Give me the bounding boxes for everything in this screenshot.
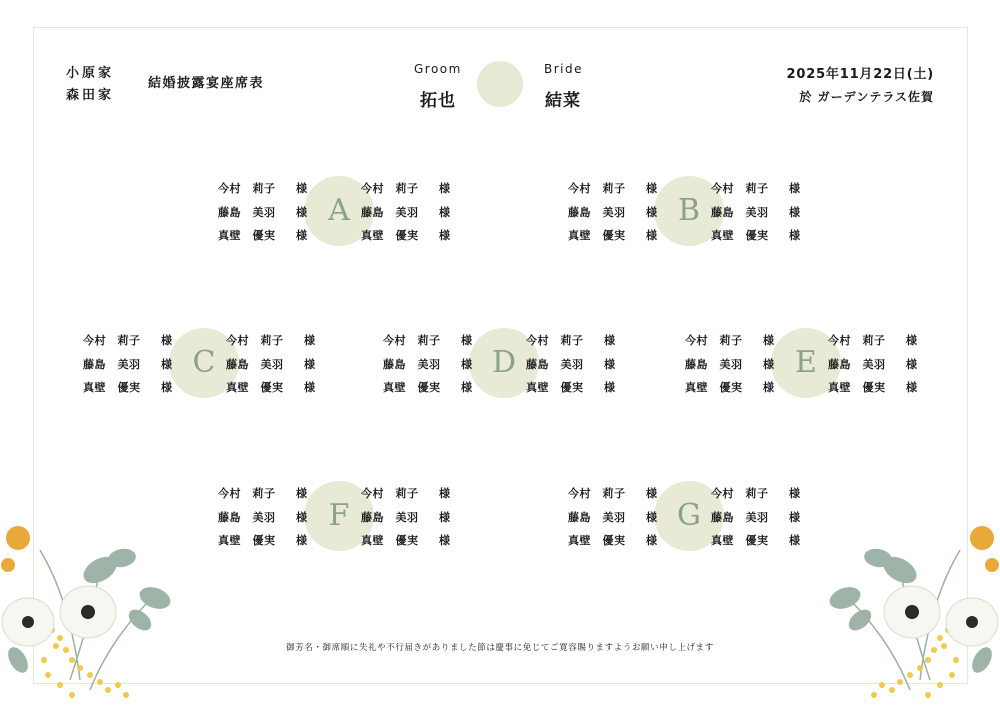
couple-circle bbox=[477, 61, 523, 107]
guest-entry bbox=[711, 224, 801, 248]
guest-honorific: 様 bbox=[604, 381, 615, 394]
guest-honorific: 様 bbox=[439, 182, 450, 195]
guest-entry bbox=[526, 329, 616, 353]
guest-honorific: 様 bbox=[461, 381, 472, 394]
guest-entry bbox=[526, 353, 616, 377]
guest-honorific: 様 bbox=[461, 357, 472, 371]
guest-name: 藤島 美羽 bbox=[83, 357, 141, 371]
guest-column-left bbox=[568, 177, 658, 248]
guest-honorific: 様 bbox=[789, 487, 800, 500]
guest-entry bbox=[711, 201, 801, 225]
guest-entry bbox=[83, 353, 173, 377]
guest-honorific: 様 bbox=[646, 487, 657, 500]
guest-honorific: 様 bbox=[789, 229, 800, 242]
guest-entry bbox=[361, 482, 451, 506]
guest-entry bbox=[685, 353, 775, 377]
guest-name: 藤島 美羽 bbox=[711, 205, 769, 219]
table-d bbox=[383, 328, 623, 400]
guest-entry bbox=[226, 329, 316, 353]
document-title: 結婚披露宴座席表 bbox=[148, 76, 265, 91]
guest-name: 藤島 美羽 bbox=[526, 357, 584, 371]
table-b bbox=[568, 176, 808, 248]
guest-entry bbox=[568, 482, 658, 506]
guest-honorific: 様 bbox=[296, 205, 307, 219]
guest-column-right bbox=[828, 329, 918, 400]
guest-name: 真壁 優実 bbox=[568, 229, 626, 242]
guest-entry bbox=[383, 329, 473, 353]
guest-name: 今村 莉子 bbox=[711, 182, 769, 195]
guest-entry bbox=[828, 376, 918, 400]
floral-bouquet-left bbox=[0, 510, 185, 707]
guest-column-left bbox=[685, 329, 775, 400]
guest-honorific: 様 bbox=[161, 334, 172, 347]
guest-entry bbox=[526, 376, 616, 400]
guest-entry bbox=[568, 201, 658, 225]
groom-name: 拓也 bbox=[420, 91, 456, 111]
guest-entry bbox=[361, 201, 451, 225]
guest-entry bbox=[226, 376, 316, 400]
guest-entry bbox=[383, 353, 473, 377]
guest-entry bbox=[226, 353, 316, 377]
guest-name: 真壁 優実 bbox=[711, 229, 769, 242]
guest-name: 藤島 美羽 bbox=[828, 357, 886, 371]
guest-entry bbox=[711, 506, 801, 530]
guest-name: 今村 莉子 bbox=[361, 182, 419, 195]
guest-column-right bbox=[226, 329, 316, 400]
guest-honorific: 様 bbox=[763, 381, 774, 394]
guest-honorific: 様 bbox=[161, 357, 172, 371]
guest-name: 藤島 美羽 bbox=[383, 357, 441, 371]
guest-column-left bbox=[218, 177, 308, 248]
guest-name: 藤島 美羽 bbox=[361, 510, 419, 524]
guest-entry bbox=[828, 329, 918, 353]
table-e bbox=[685, 328, 925, 400]
guest-name: 今村 莉子 bbox=[226, 334, 284, 347]
guest-honorific: 様 bbox=[646, 182, 657, 195]
guest-entry bbox=[711, 177, 801, 201]
guest-name: 真壁 優実 bbox=[383, 381, 441, 394]
wedding-date: 2025年11月22日(土) bbox=[786, 67, 934, 82]
family-name-groom: 小原家 bbox=[66, 66, 115, 81]
guest-name: 藤島 美羽 bbox=[711, 510, 769, 524]
guest-honorific: 様 bbox=[304, 334, 315, 347]
guest-name: 藤島 美羽 bbox=[218, 205, 276, 219]
guest-entry bbox=[218, 201, 308, 225]
table-label: C bbox=[169, 328, 239, 398]
guest-honorific: 様 bbox=[161, 381, 172, 394]
guest-honorific: 様 bbox=[763, 334, 774, 347]
guest-entry bbox=[685, 329, 775, 353]
guest-honorific: 様 bbox=[646, 534, 657, 547]
guest-column-left bbox=[568, 482, 658, 553]
guest-name: 今村 莉子 bbox=[828, 334, 886, 347]
floral-bouquet-right bbox=[815, 510, 1000, 707]
table-f bbox=[218, 481, 458, 553]
guest-honorific: 様 bbox=[296, 182, 307, 195]
guest-name: 今村 莉子 bbox=[83, 334, 141, 347]
guest-name: 真壁 優実 bbox=[218, 534, 276, 547]
guest-honorific: 様 bbox=[296, 229, 307, 242]
guest-name: 藤島 美羽 bbox=[568, 510, 626, 524]
guest-entry bbox=[828, 353, 918, 377]
guest-name: 今村 莉子 bbox=[526, 334, 584, 347]
guest-honorific: 様 bbox=[646, 510, 657, 524]
guest-honorific: 様 bbox=[439, 510, 450, 524]
guest-name: 今村 莉子 bbox=[685, 334, 743, 347]
guest-honorific: 様 bbox=[296, 487, 307, 500]
guest-column-right bbox=[361, 482, 451, 553]
guest-name: 今村 莉子 bbox=[361, 487, 419, 500]
guest-entry bbox=[685, 376, 775, 400]
guest-name: 真壁 優実 bbox=[828, 381, 886, 394]
guest-honorific: 様 bbox=[296, 510, 307, 524]
table-g bbox=[568, 481, 808, 553]
guest-honorific: 様 bbox=[789, 534, 800, 547]
guest-honorific: 様 bbox=[439, 205, 450, 219]
guest-entry bbox=[218, 506, 308, 530]
footer-note: 御芳名・御席順に失礼や不行届きがありました節は慶事に免じてご寛容賜りますようお願い申し上げます bbox=[286, 643, 714, 653]
bride-label: Bride bbox=[544, 62, 583, 76]
guest-honorific: 様 bbox=[439, 229, 450, 242]
guest-name: 今村 莉子 bbox=[568, 182, 626, 195]
guest-entry bbox=[361, 529, 451, 553]
guest-name: 真壁 優実 bbox=[526, 381, 584, 394]
table-label: D bbox=[469, 328, 539, 398]
guest-honorific: 様 bbox=[646, 229, 657, 242]
guest-entry bbox=[218, 529, 308, 553]
guest-honorific: 様 bbox=[763, 357, 774, 371]
guest-entry bbox=[361, 506, 451, 530]
guest-name: 真壁 優実 bbox=[361, 229, 419, 242]
guest-entry bbox=[361, 224, 451, 248]
guest-entry bbox=[711, 529, 801, 553]
table-label: A bbox=[304, 176, 374, 246]
family-name-bride: 森田家 bbox=[66, 88, 115, 103]
guest-name: 今村 莉子 bbox=[218, 487, 276, 500]
guest-entry bbox=[383, 376, 473, 400]
table-label: G bbox=[654, 481, 724, 551]
guest-name: 真壁 優実 bbox=[361, 534, 419, 547]
guest-honorific: 様 bbox=[439, 487, 450, 500]
guest-name: 真壁 優実 bbox=[568, 534, 626, 547]
guest-column-left bbox=[218, 482, 308, 553]
guest-entry bbox=[568, 177, 658, 201]
table-label: F bbox=[304, 481, 374, 551]
guest-name: 藤島 美羽 bbox=[568, 205, 626, 219]
guest-honorific: 様 bbox=[906, 381, 917, 394]
guest-name: 今村 莉子 bbox=[711, 487, 769, 500]
guest-honorific: 様 bbox=[604, 357, 615, 371]
guest-entry bbox=[218, 224, 308, 248]
guest-column-left bbox=[383, 329, 473, 400]
guest-column-right bbox=[361, 177, 451, 248]
guest-entry bbox=[218, 177, 308, 201]
guest-column-right bbox=[711, 482, 801, 553]
guest-name: 今村 莉子 bbox=[218, 182, 276, 195]
guest-name: 真壁 優実 bbox=[685, 381, 743, 394]
guest-name: 藤島 美羽 bbox=[218, 510, 276, 524]
guest-column-right bbox=[526, 329, 616, 400]
guest-honorific: 様 bbox=[461, 334, 472, 347]
guest-entry bbox=[568, 224, 658, 248]
guest-honorific: 様 bbox=[789, 205, 800, 219]
guest-name: 真壁 優実 bbox=[218, 229, 276, 242]
guest-honorific: 様 bbox=[304, 357, 315, 371]
guest-honorific: 様 bbox=[789, 510, 800, 524]
guest-entry bbox=[83, 376, 173, 400]
guest-honorific: 様 bbox=[604, 334, 615, 347]
guest-honorific: 様 bbox=[304, 381, 315, 394]
table-label: B bbox=[654, 176, 724, 246]
guest-name: 今村 莉子 bbox=[383, 334, 441, 347]
guest-honorific: 様 bbox=[906, 334, 917, 347]
guest-name: 真壁 優実 bbox=[83, 381, 141, 394]
guest-column-left bbox=[83, 329, 173, 400]
guest-honorific: 様 bbox=[646, 205, 657, 219]
groom-label: Groom bbox=[414, 62, 462, 76]
table-c bbox=[83, 328, 323, 400]
guest-name: 真壁 優実 bbox=[226, 381, 284, 394]
table-label: E bbox=[771, 328, 841, 398]
guest-honorific: 様 bbox=[439, 534, 450, 547]
guest-entry bbox=[711, 482, 801, 506]
guest-name: 藤島 美羽 bbox=[226, 357, 284, 371]
wedding-venue: 於 ガーデンテラス佐賀 bbox=[799, 90, 934, 104]
guest-entry bbox=[361, 177, 451, 201]
guest-entry bbox=[568, 506, 658, 530]
guest-entry bbox=[568, 529, 658, 553]
guest-column-right bbox=[711, 177, 801, 248]
guest-honorific: 様 bbox=[296, 534, 307, 547]
guest-entry bbox=[83, 329, 173, 353]
guest-entry bbox=[218, 482, 308, 506]
guest-name: 藤島 美羽 bbox=[361, 205, 419, 219]
family-names bbox=[66, 63, 114, 107]
guest-honorific: 様 bbox=[789, 182, 800, 195]
guest-name: 今村 莉子 bbox=[568, 487, 626, 500]
bride-name: 結菜 bbox=[545, 91, 581, 111]
guest-name: 藤島 美羽 bbox=[685, 357, 743, 371]
guest-honorific: 様 bbox=[906, 357, 917, 371]
table-a bbox=[218, 176, 458, 248]
guest-name: 真壁 優実 bbox=[711, 534, 769, 547]
